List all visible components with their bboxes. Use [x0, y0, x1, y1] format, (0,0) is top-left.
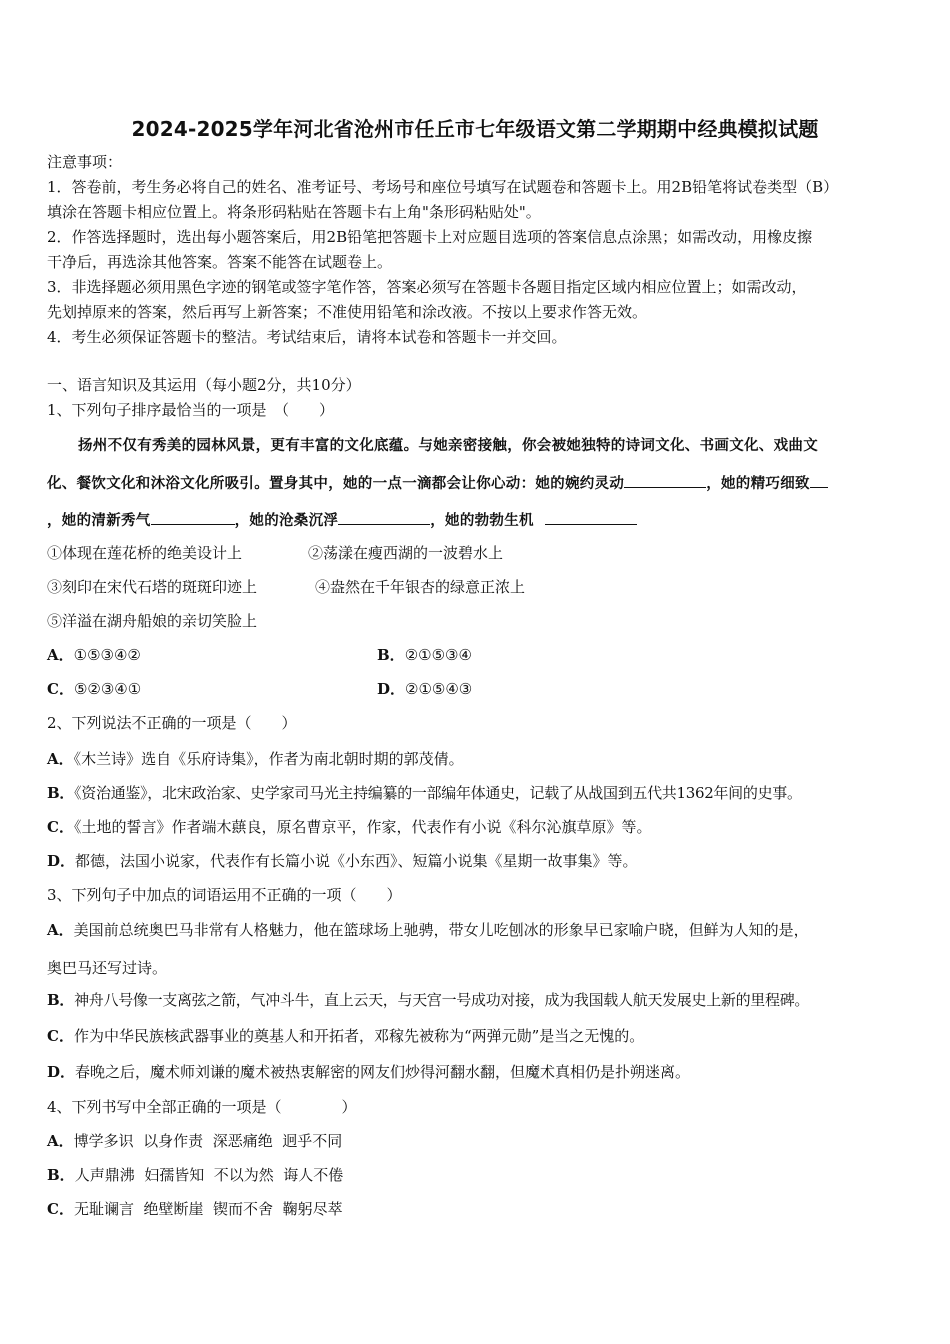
option-text: 美国前总统奥巴马非常有人格魅力，他在篮球场上驰骋，带女儿吃刨冰的形象早已家喻户晓，但鲜为人知的是，	[73, 921, 809, 939]
option-text: ①⑤③④②	[73, 646, 141, 664]
notice-heading: 注意事项：	[47, 153, 123, 171]
q1-passage-text: ，她的精巧细致	[706, 475, 810, 492]
option-text: 《土地的誓言》作者端木蕻良，原名曹京平，作家，代表作有小说《科尔沁旗草原》等。	[73, 818, 652, 836]
option-label: C．	[47, 1200, 74, 1218]
answer-blank	[338, 510, 430, 525]
notice-line: 填涂在答题卡相应位置上。将条形码粘贴在答题卡右上角"条形码粘贴处"。	[47, 203, 541, 221]
answer-blank	[151, 510, 235, 525]
option-text: ②①⑤④③	[405, 680, 473, 698]
q1-item: ④盎然在千年银杏的绿意正浓上	[315, 578, 526, 596]
option-label: C．	[47, 680, 74, 698]
notice-line: 4．考生必须保证答题卡的整洁。考试结束后，请将本试卷和答题卡一并交回。	[47, 328, 567, 346]
option-text: 都德，法国小说家，代表作有长篇小说《小东西》、短篇小说集《星期一故事集》等。	[75, 852, 638, 870]
q3-stem: 3、下列句子中加点的词语运用不正确的一项（ ）	[47, 886, 402, 904]
notice-line: 1．答卷前，考生务必将自己的姓名、准考证号、考场号和座位号填写在试题卷和答题卡上。用2B铅笔将试卷类型（B）	[47, 178, 839, 196]
q3-option	[47, 920, 907, 940]
q2-option	[47, 851, 907, 871]
q1-stem: 1、下列句子排序最恰当的一项是 （ ）	[47, 401, 335, 419]
answer-blank	[624, 473, 706, 488]
q1-passage-text: ，她的清新秀气	[47, 512, 151, 529]
option-text: 无耻谰言 绝壁断崖 锲而不舍 鞠躬尽萃	[73, 1200, 343, 1218]
q4-option	[47, 1199, 907, 1219]
page-title: 2024-2025学年河北省沧州市任丘市七年级语文第二学期期中经典模拟试题	[131, 117, 819, 141]
q1-passage-line	[47, 473, 907, 494]
q1-passage-line: 扬州不仅有秀美的园林风景，更有丰富的文化底蕴。与她亲密接触，你会被她独特的诗词文化、书画文化、戏曲文	[78, 437, 818, 454]
option-text: 人声鼎沸 妇孺皆知 不以为然 诲人不倦	[74, 1166, 344, 1184]
q2-option	[47, 783, 907, 803]
option-label: D．	[47, 1063, 76, 1081]
option-text: 博学多识 以身作责 深恶痛绝 迥乎不同	[73, 1132, 343, 1150]
notice-line: 2．作答选择题时，选出每小题答案后，用2B铅笔把答题卡上对应题目选项的答案信息点涂黑；如需改动，用橡皮擦	[47, 228, 813, 246]
option-label: B．	[377, 646, 405, 664]
option-text: ⑤②③④①	[73, 680, 142, 698]
option-text: 《木兰诗》选自《乐府诗集》，作者为南北朝时期的郭茂倩。	[73, 750, 464, 768]
option-label: C．	[47, 1027, 74, 1045]
q4-option	[47, 1131, 907, 1151]
option-label: A．	[47, 750, 74, 768]
notice-line: 干净后，再选涂其他答案。答案不能答在试题卷上。	[47, 253, 393, 271]
option-label: D．	[47, 852, 76, 870]
q1-item: ②荡漾在瘦西湖的一波碧水上	[308, 544, 504, 562]
option-text: 作为中华民族核武器事业的奠基人和开拓者，邓稼先被称为“两弹元勋”是当之无愧的。	[73, 1027, 645, 1045]
option-text: 春晚之后，魔术师刘谦的魔术被热衷解密的网友们炒得河翻水翻，但魔术真相仍是扑朔迷离。	[75, 1063, 691, 1081]
q4-stem: 4、下列书写中全部正确的一项是（ ）	[47, 1098, 357, 1116]
q1-item: ①体现在莲花桥的绝美设计上	[47, 544, 243, 562]
option-label: B．	[47, 784, 75, 802]
q2-option	[47, 817, 907, 837]
option-text: ②①⑤③④	[404, 646, 472, 664]
option-text: 《资治通鉴》，北宋政治家、史学家司马光主持编纂的一部编年体通史，记载了从战国到五代共1362年间的史事。	[74, 784, 802, 802]
q1-items-row	[47, 577, 907, 597]
option-label: D．	[377, 680, 406, 698]
q3-option	[47, 1062, 907, 1082]
q1-options-row	[47, 679, 907, 699]
q1-passage-text: ，她的沧桑沉浮	[234, 512, 339, 529]
answer-blank	[545, 510, 637, 525]
option-label: B．	[47, 1166, 75, 1184]
answer-blank	[810, 473, 828, 488]
option-label: A．	[47, 921, 74, 939]
q1-options-row	[47, 645, 907, 665]
q1-passage-text: ，她的勃勃生机	[430, 512, 534, 529]
q4-option	[47, 1165, 907, 1185]
option-label: A．	[47, 1132, 74, 1150]
q3-option	[47, 990, 907, 1010]
q2-option	[47, 749, 907, 769]
notice-line: 先划掉原来的答案，然后再写上新答案；不准使用铅笔和涂改液。不按以上要求作答无效。	[47, 303, 648, 321]
q1-item: ③刻印在宋代石塔的斑斑印迹上	[47, 578, 258, 596]
section-heading: 一、语言知识及其运用（每小题2分，共10分）	[47, 376, 361, 394]
q1-items-row	[47, 543, 907, 563]
option-label: A．	[47, 646, 74, 664]
option-label: C．	[47, 818, 74, 836]
notice-line: 3．非选择题必须用黑色字迹的钢笔或签字笔作答，答案必须写在答题卡各题目指定区域内相应位置上；如需改动，	[47, 278, 807, 296]
q3-option-continued: 奥巴马还写过诗。	[47, 959, 168, 977]
q3-option	[47, 1026, 907, 1046]
q1-passage-text: 化、餐饮文化和沐浴文化所吸引。置身其中，她的一点一滴都会让你心动：她的婉约灵动	[47, 475, 625, 492]
option-label: B．	[47, 991, 75, 1009]
option-text: 神舟八号像一支离弦之箭，气冲斗牛，直上云天，与天宫一号成功对接，成为我国载人航天发展史上新的里程碑。	[74, 991, 810, 1009]
q1-item: ⑤洋溢在湖舟船娘的亲切笑脸上	[47, 612, 258, 630]
q1-passage-line	[47, 510, 907, 531]
q2-stem: 2、下列说法不正确的一项是（ ）	[47, 714, 297, 732]
